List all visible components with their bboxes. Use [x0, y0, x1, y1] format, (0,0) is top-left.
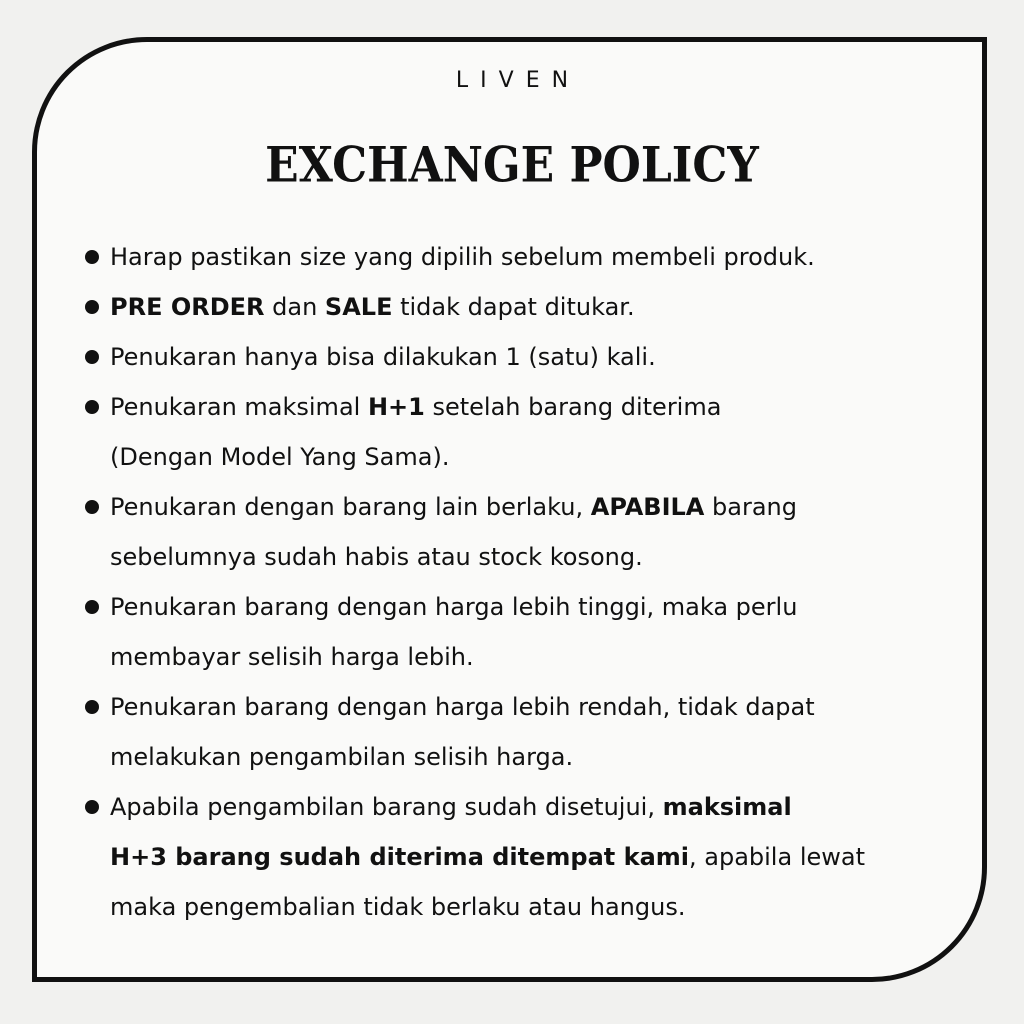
policy-item: [85, 582, 965, 682]
bullet-icon: [85, 700, 99, 714]
text-segment: barang: [704, 493, 797, 521]
bullet-icon: [85, 600, 99, 614]
text-segment: melakukan pengambilan selisih harga.: [110, 743, 574, 771]
text-segment: dan: [264, 293, 325, 321]
policy-line: [110, 582, 965, 632]
text-segment: Penukaran hanya bisa dilakukan 1 (satu) kali.: [110, 343, 656, 371]
bullet-icon: [85, 800, 99, 814]
policy-line: [110, 782, 965, 832]
policy-item: [85, 382, 965, 482]
text-segment: setelah barang diterima: [424, 393, 722, 421]
brand-logo: LIVEN: [455, 68, 581, 93]
page-title: EXCHANGE POLICY: [265, 137, 759, 194]
bold-text: H+3 barang sudah diterima ditempat kami: [110, 843, 689, 871]
text-segment: Penukaran barang dengan harga lebih tinggi, maka perlu: [110, 593, 798, 621]
policy-line: [110, 382, 965, 432]
policy-line: [110, 682, 965, 732]
bold-text: APABILA: [590, 493, 705, 521]
policy-line: [110, 632, 965, 682]
policy-item: [85, 682, 965, 782]
text-segment: Harap pastikan size yang dipilih sebelum membeli produk.: [110, 243, 815, 271]
policy-item: [85, 782, 965, 932]
policy-line: [110, 232, 965, 282]
bullet-icon: [85, 500, 99, 514]
bullet-icon: [85, 350, 99, 364]
text-segment: Penukaran barang dengan harga lebih rendah, tidak dapat: [110, 693, 815, 721]
policy-line: [110, 732, 965, 782]
bold-text: H+1: [367, 393, 425, 421]
text-segment: sebelumnya sudah habis atau stock kosong.: [110, 543, 643, 571]
bullet-icon: [85, 400, 99, 414]
policy-line: [110, 332, 965, 382]
policy-line: [110, 532, 965, 582]
policy-line: [110, 432, 965, 482]
text-segment: Apabila pengambilan barang sudah disetujui,: [110, 793, 663, 821]
bold-text: SALE: [324, 293, 393, 321]
text-segment: , apabila lewat: [689, 843, 865, 871]
policy-line: [110, 282, 965, 332]
policy-item: [85, 482, 965, 582]
policy-line: [110, 882, 965, 932]
policy-item: [85, 232, 965, 282]
bold-text: PRE ORDER: [110, 293, 265, 321]
bullet-icon: [85, 250, 99, 264]
bold-text: maksimal: [662, 793, 792, 821]
text-segment: membayar selisih harga lebih.: [110, 643, 474, 671]
policy-item: [85, 282, 965, 332]
text-segment: maka pengembalian tidak berlaku atau hangus.: [110, 893, 686, 921]
text-segment: Penukaran maksimal: [110, 393, 368, 421]
policy-line: [110, 482, 965, 532]
policy-line: [110, 832, 965, 882]
policy-item: [85, 332, 965, 382]
policy-list: [85, 232, 965, 932]
text-segment: Penukaran dengan barang lain berlaku,: [110, 493, 591, 521]
text-segment: (Dengan Model Yang Sama).: [110, 443, 450, 471]
bullet-icon: [85, 300, 99, 314]
text-segment: tidak dapat ditukar.: [392, 293, 635, 321]
